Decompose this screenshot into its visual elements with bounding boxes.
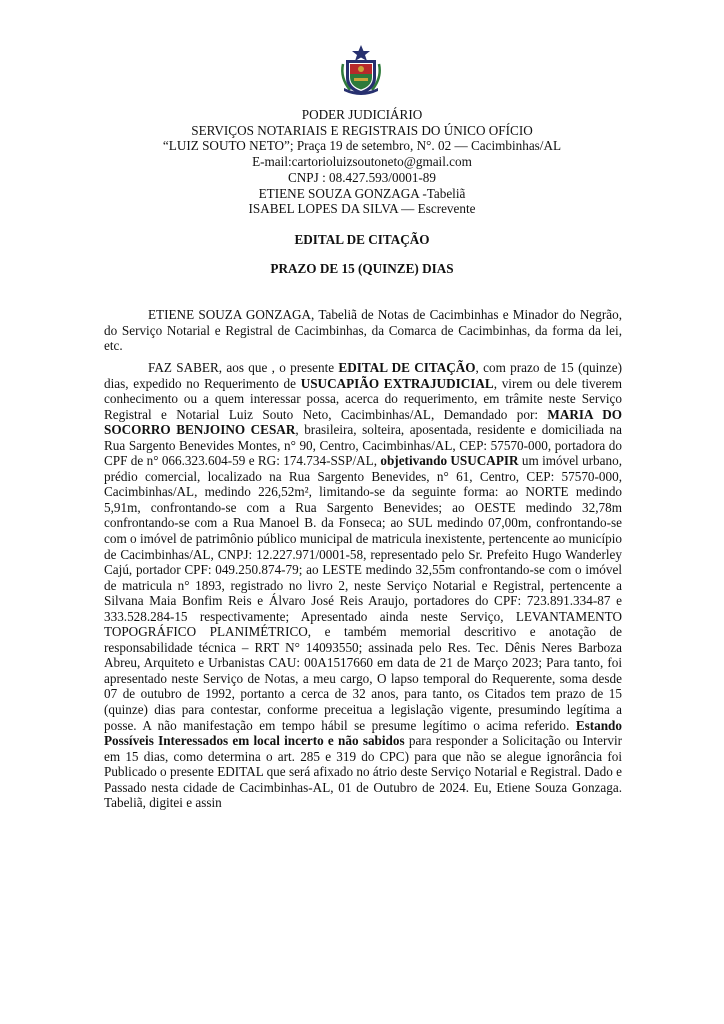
bold-segment: MARIA DO SOCORRO BENJOINO CESAR xyxy=(104,406,622,438)
bold-segment: Estando Possíveis Interessados em local incerto e não sabidos xyxy=(104,717,622,749)
main-text xyxy=(104,360,622,811)
alagoas-coat-of-arms-icon xyxy=(338,44,384,96)
header-service: SERVIÇOS NOTARIAIS E REGISTRAIS DO ÚNICO OFÍCIO xyxy=(191,122,533,138)
main-paragraph xyxy=(104,360,622,811)
bold-segment: EDITAL DE CITAÇÃO xyxy=(338,360,476,375)
header-escrevente: ISABEL LOPES DA SILVA — Escrevente xyxy=(248,201,476,217)
intro-text: ETIENE SOUZA GONZAGA, Tabeliã de Notas de Cacimbinhas e Minador do Negrão, do Serviço Notarial e Registral de Cacimbinhas, da Comarca de Cacimbinhas, da forma da lei, etc. xyxy=(104,307,622,354)
header-cnpj: CNPJ : 08.427.593/0001-89 xyxy=(287,169,436,185)
text-segment: para responder a Solicitação ou Intervir em 15 dias, como determina o art. 285 e 319 do CPC) para que não se alegue ignorância foi Publicado o presente EDITAL que será afixado no átrio deste Serviço Notarial e Registral. Dado e Passado nesta cidade de Cacimbinhas-AL, 01 de Outubro de 2024. Eu, Etiene Souza Gonzaga. Tabeliã, digitei e assin xyxy=(104,733,622,811)
header-institution: PODER JUDICIÁRIO xyxy=(301,107,423,122)
document-header xyxy=(0,107,724,217)
document-subtitle: PRAZO DE 15 (QUINZE) DIAS xyxy=(270,261,454,276)
text-segment: FAZ SABER, aos que , o presente xyxy=(148,360,339,375)
bold-segment: objetivando USUCAPIR xyxy=(380,453,519,469)
intro-paragraph xyxy=(104,307,622,354)
bold-segment: USUCAPIÃO EXTRAJUDICIAL xyxy=(300,375,494,391)
header-address: “LUIZ SOUTO NETO”; Praça 19 de setembro, N°. 02 — Cacimbinhas/AL xyxy=(162,138,562,154)
header-tabelia: ETIENE SOUZA GONZAGA -Tabeliã xyxy=(258,185,466,201)
text-segment: , com prazo de 15 (quinze) dias, expedido no Requerimento de xyxy=(104,360,622,391)
header-email: E-mail:cartorioluizsoutoneto@gmail.com xyxy=(252,154,472,170)
text-segment: , virem ou dele tiverem conhecimento ou a quem interessar possa, acerca do requerimento, em trâmite neste Serviço Registral e Notarial Luiz Souto Neto, Cacimbinhas/AL, Demandado por: xyxy=(104,375,622,422)
text-segment: um imóvel urbano, prédio comercial, localizado na Rua Sargento Benevides, n° 61, Centro, CEP: 57570-000, Cacimbinhas/AL, medindo 226,52m², limitando-se da seguinte forma: ao NORTE medindo 5,91m, confrontando-se com a Rua Sargento Benevides; ao OESTE medindo 32,78m confrontando-se com a Rua Manoel B. da Fonseca; ao SUL medindo 07,00m, confrontando-se com o imóvel de patrimônio público municipal de matricula inexistente, pertencente ao município de Cacimbinhas/AL, CNPJ: 12.227.971/0001-58, representado pelo Sr. Prefeito Hugo Wanderley Cajú, portador CPF: 049.250.874-79; ao LESTE medindo 32,55m confrontando-se com o imóvel de matricula n° 1893, registrado no livro 2, neste Serviço Notarial e Registral, pertencente a Silvana Maia Bonfim Reis e Álvaro José Reis Araujo, portadores do CPF: 723.891.334-87 e 333.528.284-15 respectivamente; Apresentado ainda neste Serviço, LEVANTAMENTO TOPOGRÁFICO PLANIMÉTRICO, e também memorial descritivo e anotação de responsabilidade técnica – RRT N° 14093550; assinada pelo Res. Tec. Dênis Neres Barboza Abreu, Arquiteto e Urbanistas CAU: 00A1517660 em data de 21 de Março 2023; Para tanto, foi apresentado neste Serviço de Notas, a meu cargo, O lapso temporal do Requerente, soma desde 07 de outubro de 1992, portanto a cerca de 32 anos, para tanto, os Citados tem prazo de 15 (quinze) dias para contestar, conforme preceitua a legislação vigente, presumindo legítima a posse. A não manifestação em tempo hábil se presume legítimo o acima referido. xyxy=(104,453,622,733)
document-title: EDITAL DE CITAÇÃO xyxy=(294,232,430,247)
text-segment: , brasileira, solteira, aposentada, residente e domiciliada na Rua Sargento Benevides Montes, n° 90, Centro, Cacimbinhas/AL, CEP: 57570-000, portadora do CPF de n° 066.323.604-59 e RG: 174.734-SSP/AL, xyxy=(104,422,622,469)
